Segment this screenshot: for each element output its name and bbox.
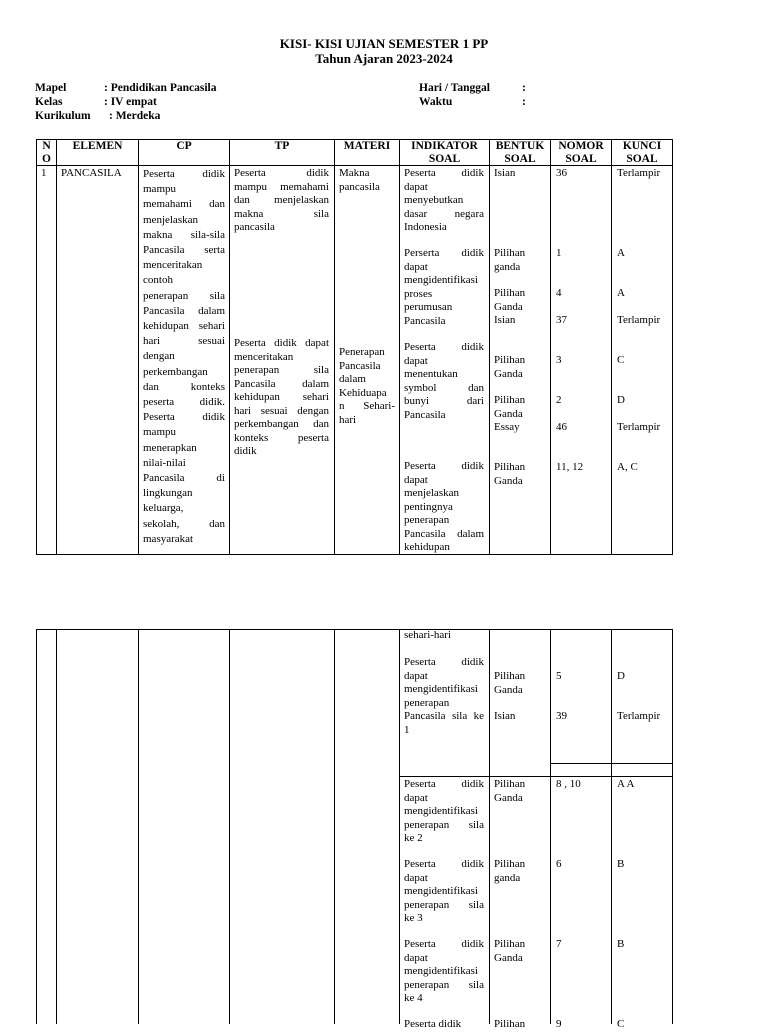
text-line: keluarga, [143, 502, 184, 515]
text-line: Ganda [494, 951, 523, 964]
text-line: peserta didik. [143, 396, 225, 409]
text-line: mengidentifikasi [404, 683, 478, 695]
text-line: didik [234, 445, 257, 457]
nomor-soal: 9 [556, 1018, 562, 1030]
text-line: dapat [404, 180, 428, 193]
header-kunci: KUNCI SOAL [622, 140, 662, 165]
bentuk-soal [494, 167, 515, 181]
text-line: perkembangan [143, 365, 208, 378]
text-line: Pancasila dalam [143, 304, 225, 317]
header-materi: MATERI [343, 140, 391, 152]
kunci-soal: Terlampir [617, 167, 661, 179]
kunci-soal: A A [617, 778, 635, 790]
bentuk-soal [494, 778, 525, 805]
kunci-soal: C [617, 354, 625, 366]
nomor-soal: 2 [556, 394, 562, 406]
nomor-soal: 36 [556, 167, 567, 179]
text-line: Essay [494, 421, 520, 433]
bentuk-soal [494, 461, 525, 488]
text-line: penerapan sila [404, 818, 484, 831]
text-line: Peserta didik [404, 341, 484, 353]
text-line: menjelaskan [143, 213, 198, 226]
kunci-soal: Terlampir [617, 710, 661, 722]
text-line: hari sesuai dengan [234, 404, 329, 417]
header-indikator: INDIKATOR SOAL [411, 140, 478, 165]
text-line: Peserta didik [404, 656, 484, 668]
text-line: mengidentifikasi [404, 274, 478, 286]
text-line: sehari-hari [404, 629, 452, 641]
text-line: menerapkan [143, 441, 197, 454]
header-bentuk: BENTUK SOAL [495, 140, 545, 165]
text-line: dapat [404, 951, 428, 964]
kunci-soal: A [617, 287, 625, 299]
document-subtitle: Tahun Ajaran 2023-2024 [315, 51, 453, 66]
text-line: hari sesuai [143, 335, 225, 348]
header-cp: CP [176, 140, 192, 152]
text-line: Pilihan [494, 670, 526, 682]
nomor-soal: 8 , 10 [556, 778, 581, 790]
bentuk-soal [494, 394, 525, 421]
nomor-soal: 5 [556, 670, 562, 682]
indikator-6 [404, 778, 484, 846]
text-line: Isian [494, 710, 516, 722]
text-line: Peserta didik [404, 938, 484, 950]
text-line: ke 4 [404, 992, 423, 1004]
nomor-soal: 3 [556, 354, 562, 366]
header-nomor: NOMOR SOAL [558, 140, 604, 165]
mapel-label: Mapel [35, 82, 67, 94]
text-line: Pilihan [494, 394, 526, 406]
indikator-1 [404, 167, 484, 235]
text-line: Pilihan [494, 247, 526, 259]
text-line: Peserta didik [404, 1018, 462, 1030]
text-line: mampu [143, 183, 176, 196]
text-line: Peserta didik [404, 858, 484, 870]
text-line: dan menjelaskan [234, 194, 329, 206]
text-line: Pilihan [494, 938, 526, 950]
text-line: Peserta didik [404, 778, 484, 790]
text-line: Penerapan [339, 346, 385, 358]
nomor-soal: 46 [556, 421, 567, 433]
kelas-label: Kelas [35, 96, 63, 108]
bentuk-soal [494, 1018, 525, 1032]
bentuk-soal [494, 314, 515, 328]
header-elemen: ELEMEN [72, 140, 123, 152]
text-line: dapat [404, 791, 428, 804]
text-line: dapat [404, 669, 428, 682]
bentuk-soal [494, 247, 525, 274]
bentuk-soal [494, 710, 515, 724]
indikator-4 [404, 460, 484, 555]
text-line: Peserta didik [143, 411, 225, 424]
text-line: perumusan [404, 301, 453, 313]
hari-label: Hari / Tanggal [419, 82, 490, 94]
text-line: dasar negara [404, 207, 484, 220]
text-line: Ganda [494, 300, 523, 313]
text-line: menentukan [404, 368, 458, 380]
text-line: Pancasila [339, 359, 381, 372]
text-line: konteks peserta [234, 431, 329, 444]
text-line: Ganda [494, 474, 523, 487]
cp-text [143, 167, 225, 547]
text-line: pancasila [339, 180, 380, 193]
nomor-soal: 39 [556, 710, 567, 722]
text-line: symbol dan [404, 381, 484, 394]
text-line: Pancasila [404, 314, 446, 327]
indikator-2 [404, 247, 484, 328]
kunci-soal: A [617, 247, 625, 259]
text-line: dan konteks [143, 380, 225, 393]
kunci-soal: B [617, 858, 625, 870]
text-line: perkembangan dan [234, 418, 329, 430]
indikator-5 [404, 656, 484, 737]
bentuk-soal [494, 354, 525, 381]
text-line: Pancasila sila ke [404, 710, 484, 722]
text-line: bunyi dari [404, 395, 484, 407]
bentuk-soal [494, 858, 525, 885]
text-line: dapat [404, 260, 428, 273]
text-line: memahami dan [143, 198, 225, 211]
text-line: lingkungan [143, 487, 193, 500]
text-line: Pancasila di [143, 472, 225, 485]
bentuk-soal [494, 421, 520, 435]
text-line: dengan [143, 350, 175, 363]
text-line: Pancasila dalam [404, 527, 484, 540]
text-line: menceritakan [234, 350, 294, 363]
indikator-9 [404, 1018, 484, 1032]
text-line: Peserta didik [234, 167, 329, 179]
text-line: mengidentifikasi [404, 805, 478, 817]
text-line: 1 [404, 723, 410, 736]
text-line: nilai-nilai [143, 456, 186, 469]
text-line: makna sila [234, 207, 329, 220]
text-line: Pilihan [494, 1018, 526, 1030]
text-line: mampu [143, 426, 176, 439]
text-line: Ganda [494, 407, 523, 420]
text-line: penerapan sila [234, 364, 329, 376]
text-line: mengidentifikasi [404, 885, 478, 897]
indikator-7 [404, 858, 484, 926]
text-line: dapat [404, 871, 428, 884]
tp-text-1 [234, 167, 329, 235]
text-line: Perserta didik [404, 247, 484, 259]
text-line: hari [339, 413, 357, 426]
text-line: penerapan sila [404, 898, 484, 911]
bentuk-soal [494, 938, 525, 965]
text-line: penerapan sila [404, 978, 484, 991]
text-line: Isian [494, 167, 516, 179]
tp-text-2 [234, 337, 329, 459]
text-line: Pancasila [404, 408, 446, 421]
text-line: Pilihan [494, 778, 526, 790]
hari-value: : [522, 82, 526, 94]
kunci-soal: A, C [617, 461, 638, 473]
text-line: kehidupan [404, 541, 450, 553]
text-line: dalam [339, 373, 366, 385]
indikator-3 [404, 341, 484, 422]
text-line: Peserta didik dapat [234, 337, 329, 349]
text-line: Pilihan [494, 858, 526, 870]
nomor-soal: 1 [556, 247, 562, 259]
text-line: ke 2 [404, 832, 423, 844]
text-line: masyarakat [143, 532, 194, 545]
bentuk-soal [494, 287, 525, 314]
text-line: proses [404, 287, 433, 300]
kunci-soal: B [617, 938, 625, 950]
text-line: Ganda [494, 791, 523, 804]
text-line: pentingnya [404, 500, 453, 513]
text-line: penerapan [404, 514, 450, 526]
kurikulum-label: Kurikulum [35, 110, 91, 122]
text-line: Makna [339, 167, 370, 179]
text-line: menceritakan [143, 259, 203, 272]
nomor-soal: 4 [556, 287, 562, 299]
text-line: Kehiduapa [339, 386, 387, 399]
nomor-soal: 6 [556, 858, 562, 870]
indikator-continued [404, 629, 451, 643]
text-line: penerapan sila [143, 289, 225, 302]
header-no: N O [42, 140, 51, 165]
text-line: n Sehari- [339, 400, 395, 412]
kelas-value: : IV empat [104, 96, 157, 108]
text-line: kehidupan sehari [234, 391, 329, 403]
kunci-soal: D [617, 670, 625, 682]
text-line: Peserta didik [143, 168, 225, 180]
mapel-value: : Pendidikan Pancasila [104, 82, 217, 94]
kunci-soal: C [617, 1018, 625, 1030]
document-title: KISI- KISI UJIAN SEMESTER 1 PP [279, 36, 489, 51]
kunci-soal: Terlampir [617, 314, 661, 326]
nomor-soal: 7 [556, 938, 562, 950]
nomor-soal: 37 [556, 314, 567, 326]
waktu-label: Waktu [419, 96, 453, 108]
text-line: menjelaskan [404, 487, 459, 499]
bentuk-soal [494, 670, 525, 697]
header-tp: TP [274, 140, 290, 152]
text-line: Pilihan [494, 354, 526, 366]
text-line: Peserta didik [404, 460, 484, 472]
waktu-value: : [522, 96, 526, 108]
text-line: dapat [404, 354, 428, 367]
text-line: Peserta didik [404, 167, 484, 179]
text-line: Pancasila serta [143, 244, 225, 257]
kunci-soal: Terlampir [617, 421, 661, 433]
text-line: Indonesia [404, 221, 447, 233]
text-line: penerapan [404, 696, 450, 709]
indikator-8 [404, 938, 484, 1006]
text-line: Pilihan [494, 461, 526, 473]
text-line: kehidupan sehari [143, 320, 225, 333]
text-line: Pancasila dalam [234, 377, 329, 390]
nomor-soal: 11, 12 [556, 461, 584, 473]
materi-text-2 [339, 346, 395, 427]
text-line: Isian [494, 314, 516, 326]
text-line: Pilihan [494, 287, 526, 299]
text-line: makna sila-sila [143, 228, 225, 241]
row-no: 1 [41, 167, 47, 179]
text-line: dapat [404, 473, 428, 486]
text-line: mengidentifikasi [404, 965, 478, 977]
text-line: mampu memahami [234, 180, 329, 193]
text-line: ganda [494, 871, 521, 884]
text-line: Ganda [494, 683, 523, 696]
text-line: sekolah, dan [143, 517, 225, 530]
materi-text-1 [339, 167, 397, 194]
row-elemen: PANCASILA [61, 167, 122, 179]
text-line: menyebutkan [404, 194, 464, 206]
text-line: ganda [494, 260, 521, 273]
text-line: Ganda [494, 367, 523, 380]
kunci-soal: D [617, 394, 625, 406]
text-line: pancasila [234, 221, 275, 233]
text-line: contoh [143, 274, 173, 287]
kurikulum-value: : Merdeka [109, 110, 161, 122]
text-line: ke 3 [404, 912, 423, 924]
